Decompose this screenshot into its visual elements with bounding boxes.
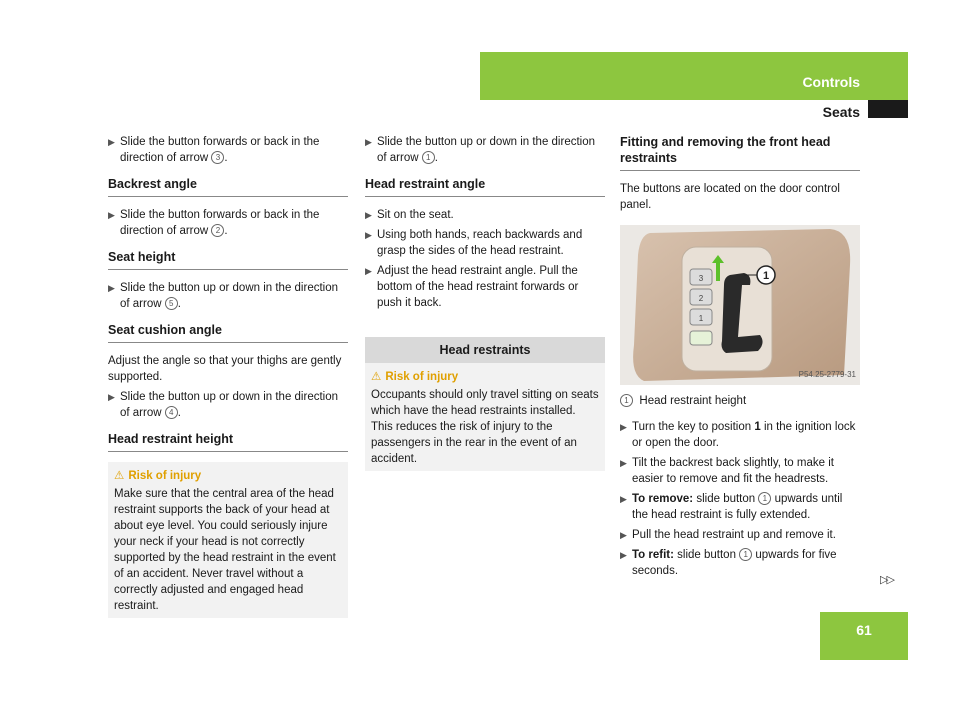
figure-callout: 1: [762, 270, 770, 282]
arrow-bullet-icon: ▶: [108, 392, 115, 402]
arrow-bullet-icon: ▶: [108, 283, 115, 293]
section-heading-bar: Head restraints: [365, 337, 605, 363]
column-2: [365, 134, 605, 471]
column-1: [108, 134, 348, 618]
bullet-item: ▶ To refit: slide button 1 upwards for five seconds.: [620, 549, 837, 577]
figure-caption: 1 Head restraint height: [620, 393, 860, 409]
arrow-bullet-icon: ▶: [365, 266, 372, 276]
arrow-bullet-icon: ▶: [620, 550, 627, 560]
continue-arrows-icon: ▷▷: [880, 574, 893, 586]
chapter-tab: [480, 52, 908, 100]
page-number: 61: [856, 622, 872, 638]
figure-code: P54.25-2779-31: [798, 370, 856, 379]
arrow-bullet-icon: ▶: [620, 530, 627, 540]
section-marker: [868, 100, 908, 118]
body-text: Adjust the angle so that your thighs are gently supported.: [108, 355, 342, 383]
section-title: Seats: [822, 104, 860, 120]
bullet-item: ▶ To remove: slide button 1 upwards until the head restraint is fully extended.: [620, 493, 843, 521]
arrow-bullet-icon: ▶: [108, 210, 115, 220]
warning-text: Make sure that the central area of the head restraint supports the back of your head at about eye level. You could seriously injure your neck if your head is not correctly supported by the head restraint in the event of an accident. Never travel without a correctly adjusted and engaged head restraint.: [114, 488, 336, 612]
bullet-item: ▶ Slide the button up or down in the direction of arrow 1 .: [365, 136, 596, 164]
warning-title: ⚠ Risk of injury: [114, 470, 202, 482]
arrow-bullet-icon: ▶: [620, 422, 627, 432]
section-heading: Seat height: [108, 249, 348, 270]
ref-number: 1: [422, 151, 435, 164]
ref-number: 1: [620, 394, 633, 407]
section-heading: Backrest angle: [108, 176, 348, 197]
memory-button-label: 2: [698, 294, 704, 303]
arrow-bullet-icon: ▶: [620, 458, 627, 468]
section-heading: Head restraint height: [108, 431, 348, 452]
body-text: The buttons are located on the door control panel.: [620, 183, 840, 211]
bullet-item: ▶ Using both hands, reach backwards and grasp the sides of the head restraint.: [365, 229, 583, 257]
bullet-item: ▶ Adjust the head restraint angle. Pull the bottom of the head restraint forwards or push it back.: [365, 265, 579, 309]
warning-triangle-icon: ⚠: [371, 371, 382, 383]
bullet-item: ▶ Sit on the seat.: [365, 209, 454, 221]
arrow-bullet-icon: ▶: [365, 230, 372, 240]
ref-number: 1: [758, 492, 771, 505]
section-heading: Head restraint angle: [365, 176, 605, 197]
door-panel-illustration: [620, 225, 860, 385]
page-number-box: [820, 612, 908, 660]
ref-number: 2: [211, 224, 224, 237]
arrow-bullet-icon: ▶: [620, 494, 627, 504]
bullet-item: ▶ Slide the button up or down in the direction of arrow 4 .: [108, 391, 339, 419]
column-3: [620, 134, 860, 583]
warning-box: [108, 462, 348, 618]
arrow-bullet-icon: ▶: [365, 137, 372, 147]
bullet-item: ▶ Turn the key to position 1 in the ignition lock or open the door.: [620, 421, 856, 449]
section-heading: Seat cushion angle: [108, 322, 348, 343]
bullet-item: ▶ Slide the button forwards or back in the direction of arrow 3 .: [108, 136, 320, 164]
warning-title: ⚠ Risk of injury: [371, 371, 459, 383]
warning-box: [365, 363, 605, 471]
section-heading: Fitting and removing the front head restraints: [620, 134, 860, 171]
warning-text: Occupants should only travel sitting on seats which have the head restraints installed. This reduces the risk of injury to the passengers in the rear in the event of an accident.: [371, 389, 599, 465]
ref-number: 4: [165, 406, 178, 419]
arrow-bullet-icon: ▶: [108, 137, 115, 147]
arrow-bullet-icon: ▶: [365, 210, 372, 220]
memory-button-label: 1: [698, 314, 704, 323]
warning-triangle-icon: ⚠: [114, 470, 125, 482]
bullet-item: ▶ Pull the head restraint up and remove it.: [620, 529, 836, 541]
ref-number: 5: [165, 297, 178, 310]
ref-number: 3: [211, 151, 224, 164]
chapter-title: Controls: [802, 74, 860, 90]
memory-button-label: 3: [698, 274, 704, 283]
ref-number: 1: [739, 548, 752, 561]
door-control-panel-image: [620, 225, 860, 385]
bullet-item: ▶ Tilt the backrest back slightly, to make it easier to remove and fit the headrests.: [620, 457, 834, 485]
bullet-item: ▶ Slide the button up or down in the direction of arrow 5 .: [108, 282, 339, 310]
bullet-item: ▶ Slide the button forwards or back in the direction of arrow 2 .: [108, 209, 320, 237]
